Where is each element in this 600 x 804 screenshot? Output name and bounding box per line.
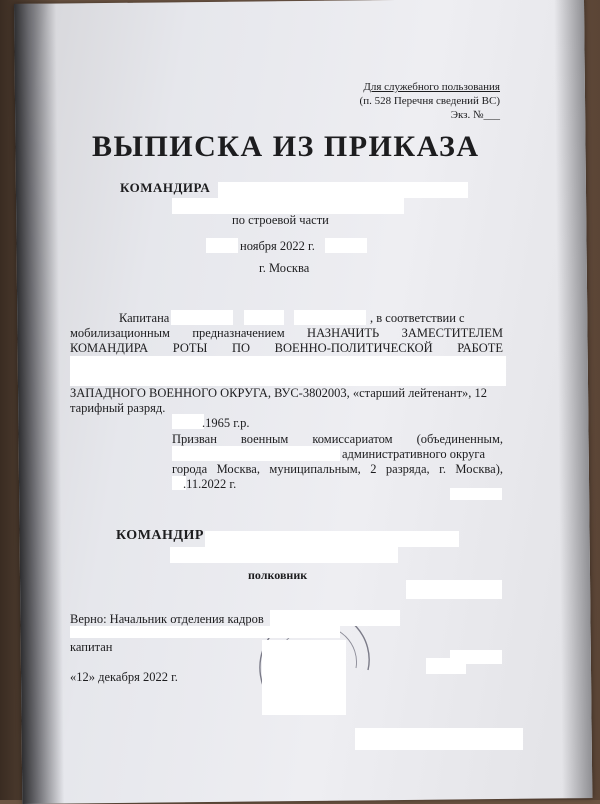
classification-label: Для служебного пользования bbox=[363, 81, 500, 93]
certification-verified: Верно: Начальник отделения кадров bbox=[70, 612, 264, 626]
copy-number: Экз. №___ bbox=[450, 109, 500, 121]
redaction-commander-1 bbox=[205, 531, 459, 547]
order-line3: КОМАНДИРА РОТЫ ПО ВОЕННО-ПОЛИТИЧЕСКОЙ РАБОТЕ bbox=[70, 341, 503, 355]
order-date: ноября 2022 г. bbox=[240, 239, 315, 253]
redaction-issuer-2 bbox=[172, 198, 404, 214]
redaction-commander-2 bbox=[170, 547, 398, 563]
redaction-bottom-stamp bbox=[355, 728, 523, 750]
redaction-commander-name bbox=[406, 580, 502, 599]
redaction-hr-name-1 bbox=[270, 610, 400, 626]
redaction-patronymic bbox=[294, 310, 366, 325]
redaction-hr-signature-2 bbox=[426, 658, 466, 674]
order-city: г. Москва bbox=[259, 261, 310, 275]
redaction-stamp-center bbox=[262, 640, 346, 715]
redaction-issuer-1 bbox=[218, 182, 468, 198]
redaction-surname bbox=[171, 310, 233, 325]
order-subject: по строевой части bbox=[232, 213, 329, 227]
order-line1-end: , в соответствии с bbox=[370, 311, 465, 325]
redaction-birth-date bbox=[172, 414, 204, 429]
conscript-line2: административного округа bbox=[342, 447, 486, 461]
certification-date: «12» декабря 2022 г. bbox=[70, 670, 178, 684]
conscript-date: .11.2022 г. bbox=[183, 477, 237, 491]
redaction-reference bbox=[450, 488, 502, 500]
redaction-hr-name-3 bbox=[160, 626, 340, 638]
commander-label: КОМАНДИР bbox=[116, 528, 204, 543]
redaction-order-number bbox=[325, 238, 367, 253]
conscript-line1: Призван военным комиссариатом (объединенным, bbox=[172, 432, 503, 446]
issuer-label: КОМАНДИРА bbox=[120, 180, 211, 195]
order-line6: тарифный разряд. bbox=[70, 401, 166, 415]
order-line2: мобилизационным предназначением НАЗНАЧИТЬ ЗАМЕСТИТЕЛЕМ bbox=[70, 326, 503, 340]
redaction-name bbox=[244, 310, 284, 325]
redaction-unit bbox=[70, 356, 506, 386]
classification-reference: (п. 528 Перечня сведений ВС) bbox=[359, 95, 500, 107]
classification-block bbox=[360, 80, 500, 122]
order-rank-captain: Капитана bbox=[119, 311, 170, 325]
redaction-commissariat bbox=[172, 446, 340, 461]
conscript-line3: города Москва, муниципальным, 2 разряда, г. Москва), bbox=[172, 462, 503, 476]
certification-rank: капитан bbox=[70, 640, 113, 654]
order-birth: .1965 г.р. bbox=[202, 416, 250, 430]
document-title: ВЫПИСКА ИЗ ПРИКАЗА bbox=[92, 130, 480, 163]
order-line5: ЗАПАДНОГО ВОЕННОГО ОКРУГА, ВУС-3802003, «старший лейтенант», 12 bbox=[70, 386, 488, 400]
redaction-day bbox=[206, 238, 238, 253]
commander-rank: полковник bbox=[248, 568, 308, 582]
redaction-hr-name-2 bbox=[70, 626, 160, 638]
